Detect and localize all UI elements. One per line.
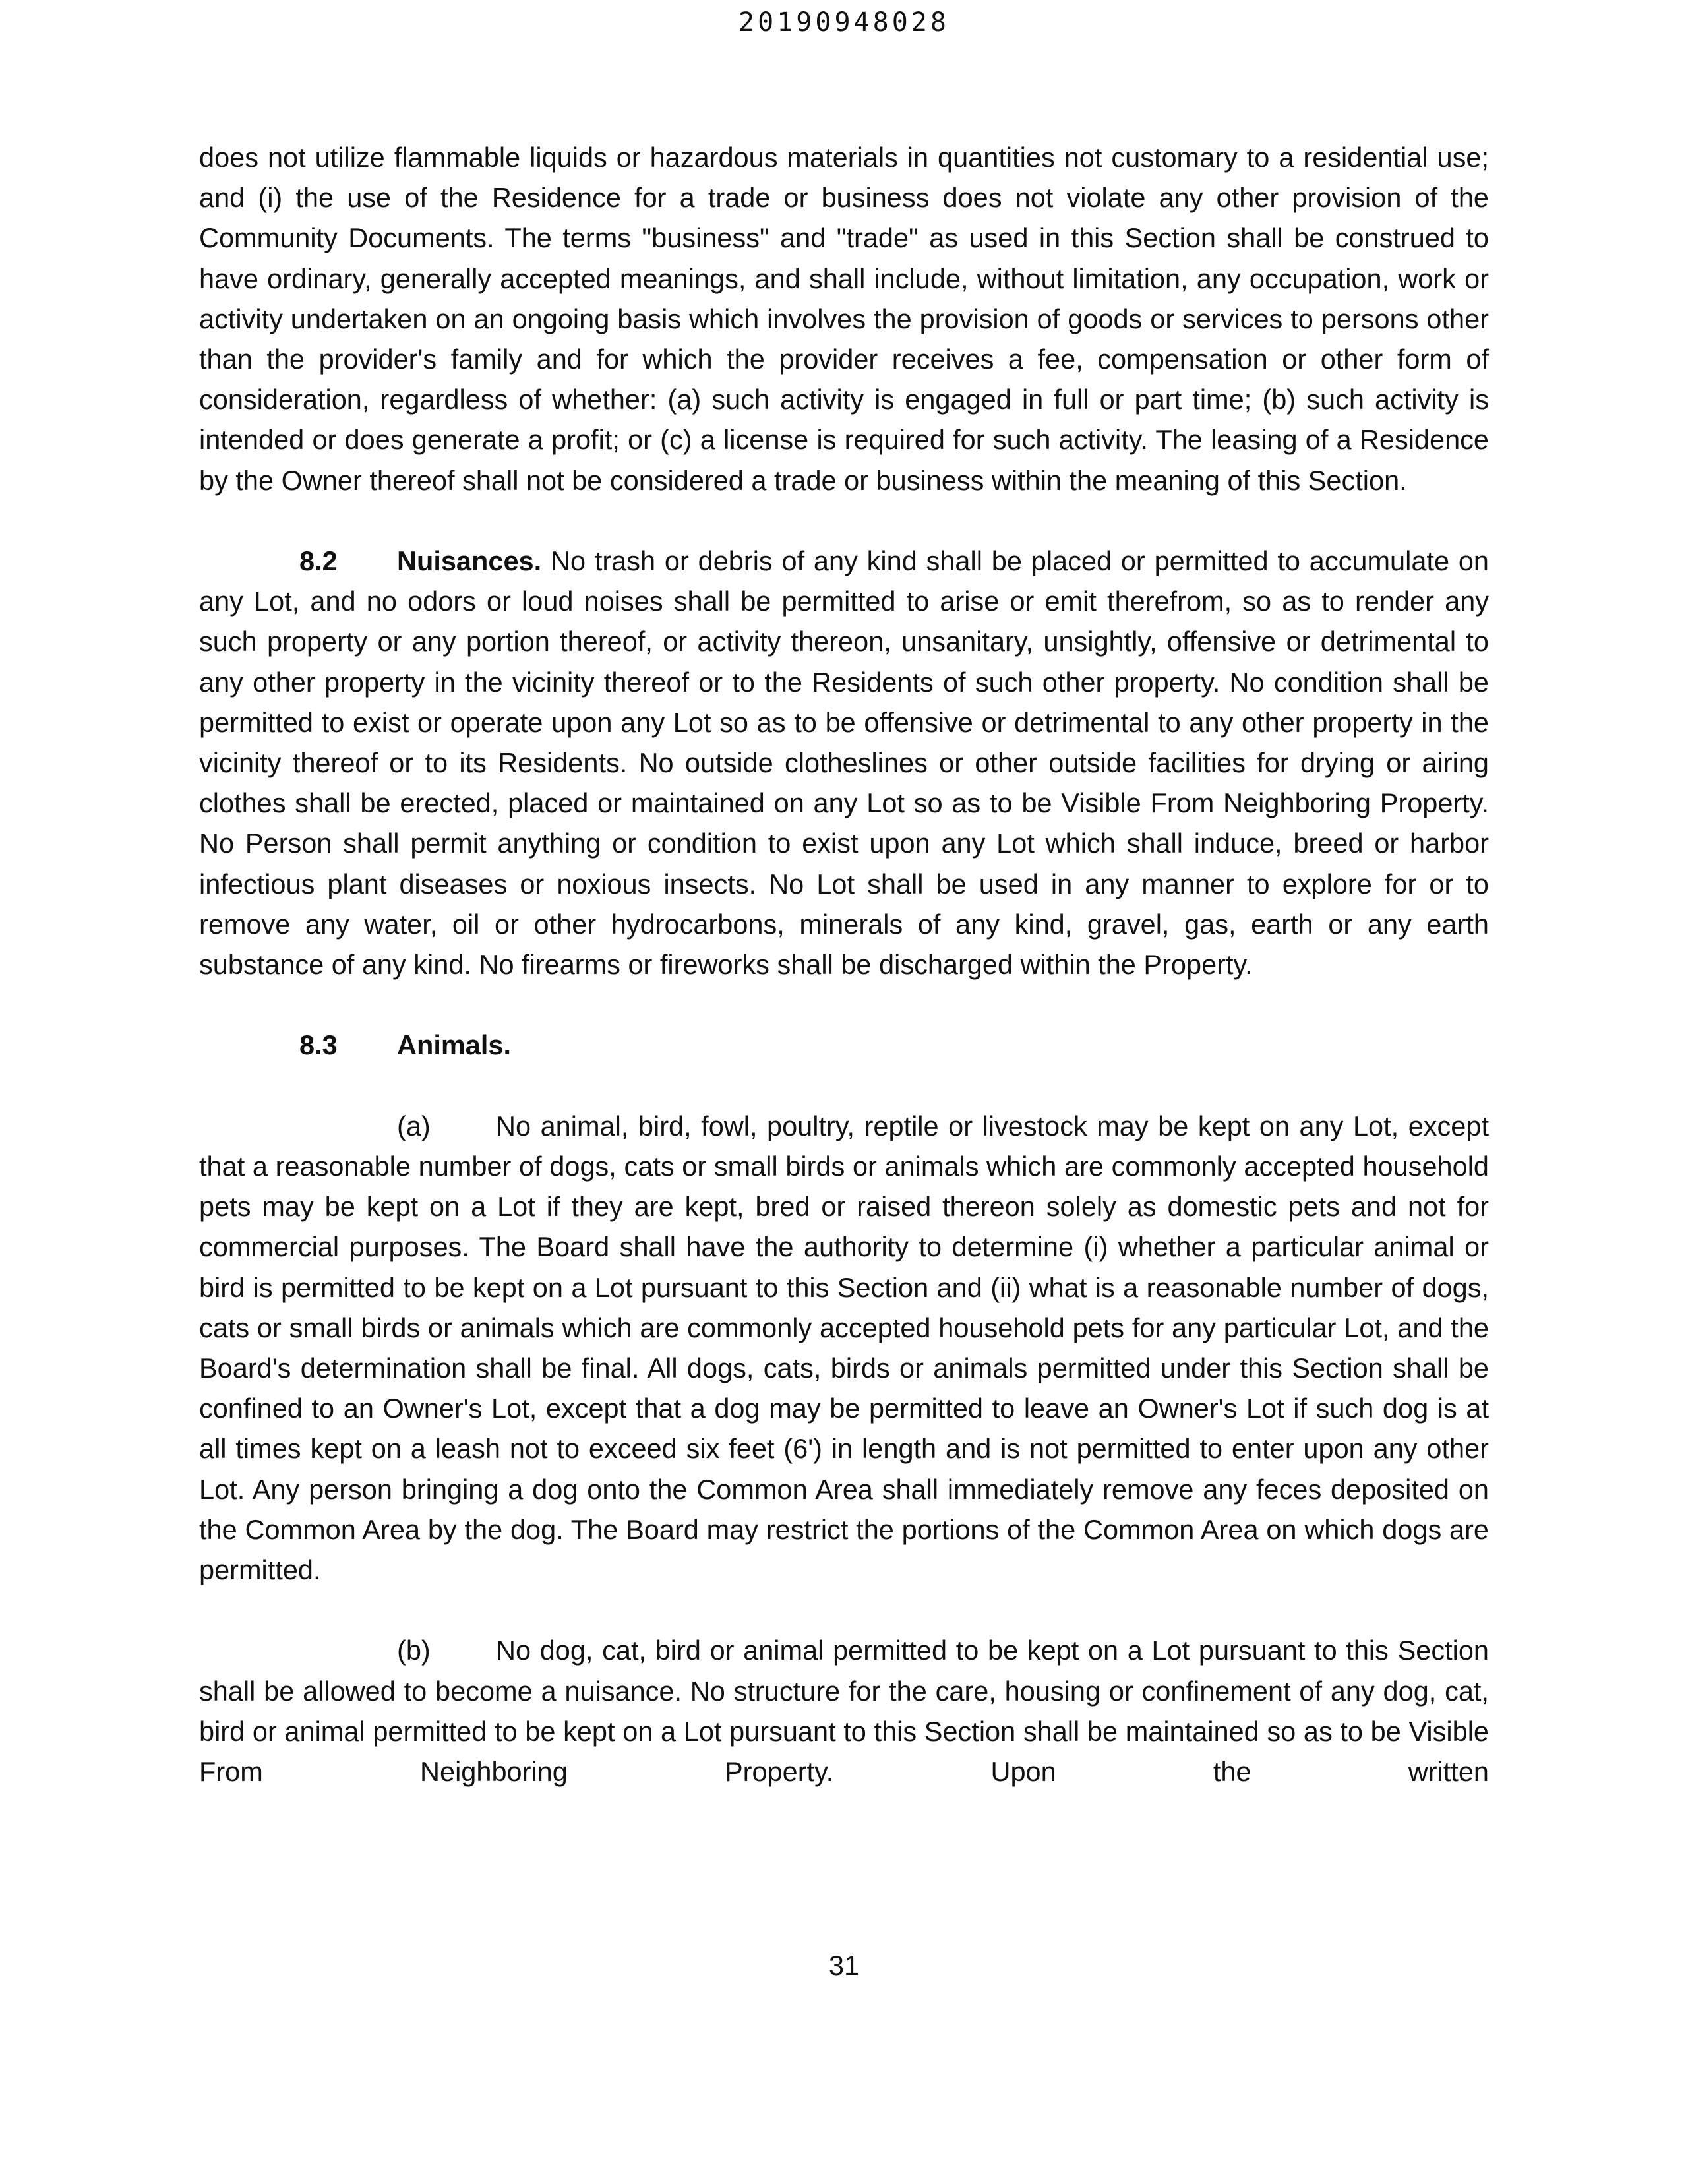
section-8-2-text: No trash or debris of any kind shall be placed or permitted to accumulate on any Lot, and no odors or loud noises shall be permitted to arise or emit therefrom, so as to render any such property or any portion thereof, or activity thereon, unsanitary, unsightly, offensive or detrimental to any other property in the vicinity thereof or to the Residents of such other property. No condition shall be permitted to exist or operate upon any Lot so as to be offensive or detrimental to any other property in the vicinity thereof or to its Residents. No outside clotheslines or other outside facilities for drying or airing clothes shall be erected, placed or maintained on any Lot so as to be Visible From Neighboring Property. No Person shall permit anything or condition to exist upon any Lot which shall induce, breed or harbor infectious plant diseases or noxious insects. No Lot shall be used in any manner to explore for or to remove any water, oil or other hydrocarbons, minerals of any kind, gravel, gas, earth or any earth substance of any kind. No firearms or fireworks shall be discharged within the Property.	[199, 545, 1490, 981]
section-8-3-heading	[199, 1025, 1489, 1065]
continuation-paragraph: does not utilize flammable liquids or hazardous materials in quantities not customary to a residential use; and (i) the use of the Residence for a trade or business does not violate any other provision of the Community Documents. The terms "business" and "trade" as used in this Section shall be construed to have ordinary, generally accepted meanings, and shall include, without limitation, any occupation, work or activity undertaken on an ongoing basis which involves the provision of goods or services to persons other than the provider's family and for which the provider receives a fee, compensation or other form of consideration, regardless of whether: (a) such activity is engaged in full or part time; (b) such activity is intended or does generate a profit; or (c) a license is required for such activity. The leasing of a Residence by the Owner thereof shall not be considered a trade or business within the meaning of this Section.	[199, 142, 1489, 496]
document-body	[199, 137, 1489, 1792]
section-8-2-number: 8.2	[299, 545, 338, 577]
section-8-2-title: Nuisances.	[397, 545, 542, 577]
document-number: 20190948028	[738, 7, 950, 38]
section-8-3-a-paragraph	[199, 1106, 1489, 1590]
section-8-3-b-paragraph	[199, 1630, 1489, 1792]
section-8-3-title: Animals.	[397, 1029, 511, 1061]
section-8-3-number: 8.3	[299, 1029, 338, 1061]
section-8-3-a-label: (a)	[397, 1110, 431, 1141]
section-8-3-a-text: No animal, bird, fowl, poultry, reptile or livestock may be kept on any Lot, except that a reasonable number of dogs, cats or small birds or animals which are commonly accepted household pets may be kept on a Lot if they are kept, bred or raised thereon solely as domestic pets and not for commercial purposes. The Board shall have the authority to determine (i) whether a particular animal or bird is permitted to be kept on a Lot pursuant to this Section and (ii) what is a reasonable number of dogs, cats or small birds or animals which are commonly accepted household pets for any particular Lot, and the Board's determination shall be final. All dogs, cats, birds or animals permitted under this Section shall be confined to an Owner's Lot, except that a dog may be permitted to leave an Owner's Lot if such dog is at all times kept on a leash not to exceed six feet (6') in length and is not permitted to enter upon any other Lot. Any person bringing a dog onto the Common Area shall immediately remove any feces deposited on the Common Area by the dog. The Board may restrict the portions of the Common Area on which dogs are permitted.	[199, 1110, 1489, 1586]
section-8-3-b-label: (b)	[397, 1635, 431, 1666]
page-number: 31	[828, 1950, 860, 1981]
section-8-3-b-text: No dog, cat, bird or animal permitted to be kept on a Lot pursuant to this Section shall be allowed to become a nuisance. No structure for the care, housing or confinement of any dog, cat, bird or animal permitted to be kept on a Lot pursuant to this Section shall be maintained so as to be Visible From Neighboring Property. Upon the written	[199, 1635, 1489, 1788]
section-8-2-paragraph	[199, 541, 1489, 985]
